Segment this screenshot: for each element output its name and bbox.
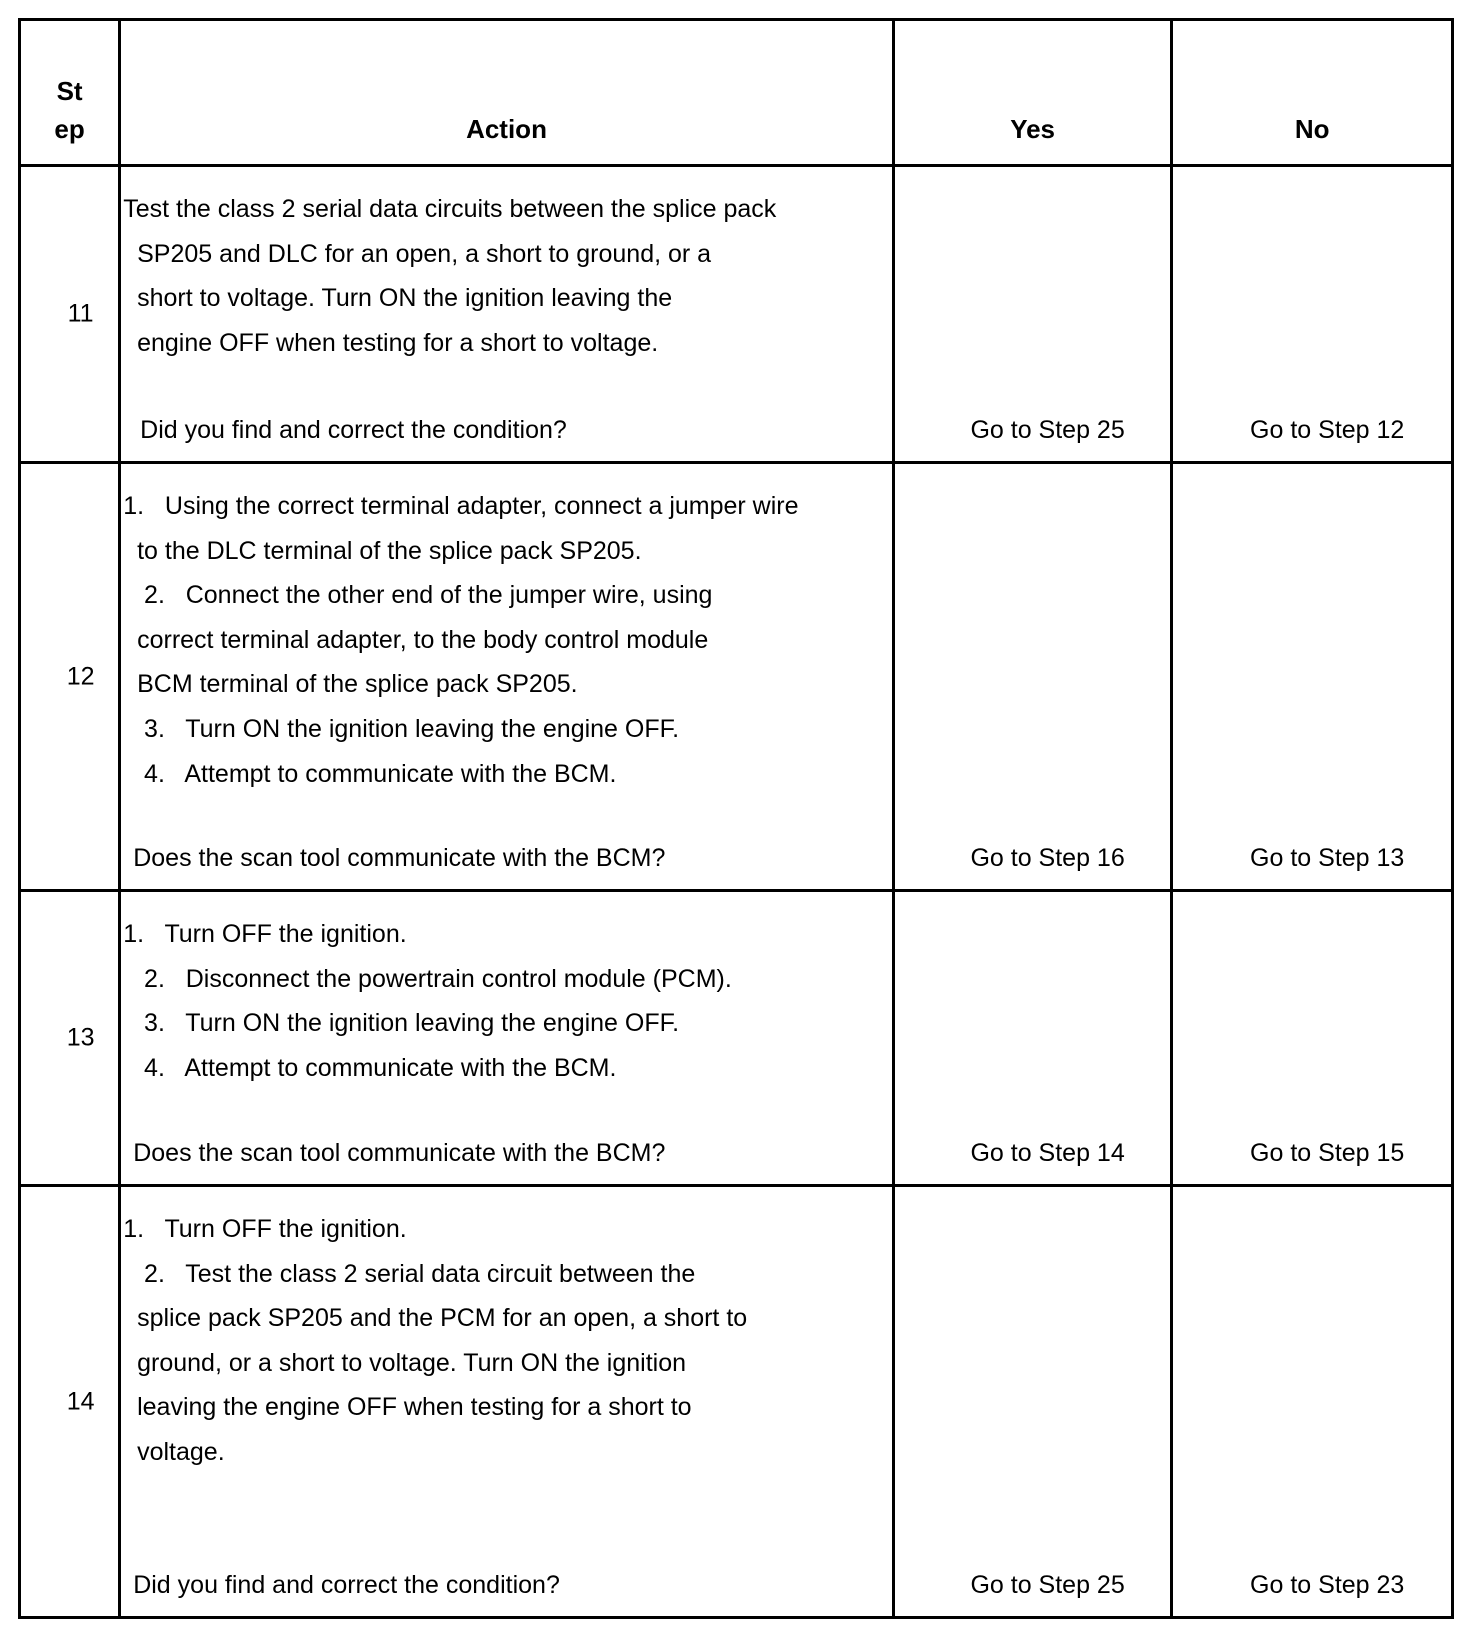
no-goto: Go to Step 23 [1250, 1571, 1405, 1599]
header-step-line1: St [56, 76, 83, 106]
table-row [20, 1186, 1453, 1618]
table-row [20, 891, 1453, 1186]
no-goto: Go to Step 15 [1250, 1139, 1405, 1167]
action-text [123, 187, 888, 365]
step-number: 11 [67, 299, 94, 328]
action-line: engine OFF when testing for a short to voltage. [123, 328, 659, 357]
action-cell [120, 463, 894, 891]
table-row [20, 463, 1453, 891]
no-goto: Go to Step 12 [1250, 416, 1405, 444]
action-line: 4. Attempt to communicate with the BCM. [123, 1053, 617, 1082]
yes-goto: Go to Step 14 [970, 1139, 1125, 1167]
action-line: splice pack SP205 and the PCM for an open, a short to [123, 1304, 748, 1333]
action-text [123, 1207, 888, 1475]
no-cell [1172, 166, 1453, 463]
step-number: 13 [66, 1023, 95, 1052]
header-step-line2: ep [54, 114, 85, 144]
action-question: Did you find and correct the condition? [133, 1571, 560, 1599]
table-row [20, 166, 1453, 463]
step-number: 12 [66, 662, 95, 690]
action-line: 2. Disconnect the powertrain control module (PCM). [123, 964, 732, 993]
action-line: correct terminal adapter, to the body control module [123, 625, 709, 654]
header-no: No [1172, 20, 1453, 166]
action-cell [120, 891, 894, 1186]
no-cell [1172, 891, 1453, 1186]
action-line: 1. Using the correct terminal adapter, connect a jumper wire [123, 492, 799, 520]
action-line: 3. Turn ON the ignition leaving the engine OFF. [123, 714, 680, 743]
yes-cell [893, 891, 1172, 1186]
yes-goto: Go to Step 25 [970, 416, 1125, 444]
action-question: Did you find and correct the condition? [133, 416, 567, 444]
header-action: Action [120, 20, 894, 166]
action-line: SP205 and DLC for an open, a short to ground, or a [123, 239, 712, 268]
action-line: Test the class 2 serial data circuits between the splice pack [123, 195, 777, 223]
step-cell [20, 1186, 120, 1618]
step-number: 14 [66, 1387, 95, 1415]
action-line: ground, or a short to voltage. Turn ON the ignition [123, 1348, 687, 1377]
yes-cell [893, 1186, 1172, 1618]
action-text [123, 912, 888, 1090]
header-step [20, 20, 120, 166]
action-line: 4. Attempt to communicate with the BCM. [123, 759, 617, 788]
diagnostic-table [18, 18, 1454, 1619]
action-text [123, 484, 888, 796]
step-cell [20, 891, 120, 1186]
step-cell [20, 463, 120, 891]
action-line: leaving the engine OFF when testing for a short to [123, 1393, 692, 1422]
action-question: Does the scan tool communicate with the BCM? [133, 844, 666, 872]
header-yes: Yes [893, 20, 1172, 166]
step-cell [20, 166, 120, 463]
no-cell [1172, 463, 1453, 891]
action-line: short to voltage. Turn ON the ignition leaving the [123, 284, 673, 313]
action-question: Does the scan tool communicate with the BCM? [133, 1139, 666, 1167]
action-line: 1. Turn OFF the ignition. [123, 920, 407, 948]
yes-cell [893, 166, 1172, 463]
no-cell [1172, 1186, 1453, 1618]
action-line: to the DLC terminal of the splice pack SP205. [123, 536, 642, 565]
table-header-row [20, 20, 1453, 166]
yes-cell [893, 463, 1172, 891]
action-line: 2. Test the class 2 serial data circuit between the [123, 1259, 696, 1288]
action-line: voltage. [123, 1437, 225, 1466]
yes-goto: Go to Step 25 [970, 1571, 1125, 1599]
action-line: 2. Connect the other end of the jumper wire, using [123, 581, 713, 610]
no-goto: Go to Step 13 [1250, 844, 1405, 872]
action-line: 1. Turn OFF the ignition. [123, 1215, 407, 1243]
action-line: BCM terminal of the splice pack SP205. [123, 670, 578, 699]
action-line: 3. Turn ON the ignition leaving the engine OFF. [123, 1009, 680, 1038]
action-cell [120, 166, 894, 463]
action-cell [120, 1186, 894, 1618]
yes-goto: Go to Step 16 [970, 844, 1125, 872]
